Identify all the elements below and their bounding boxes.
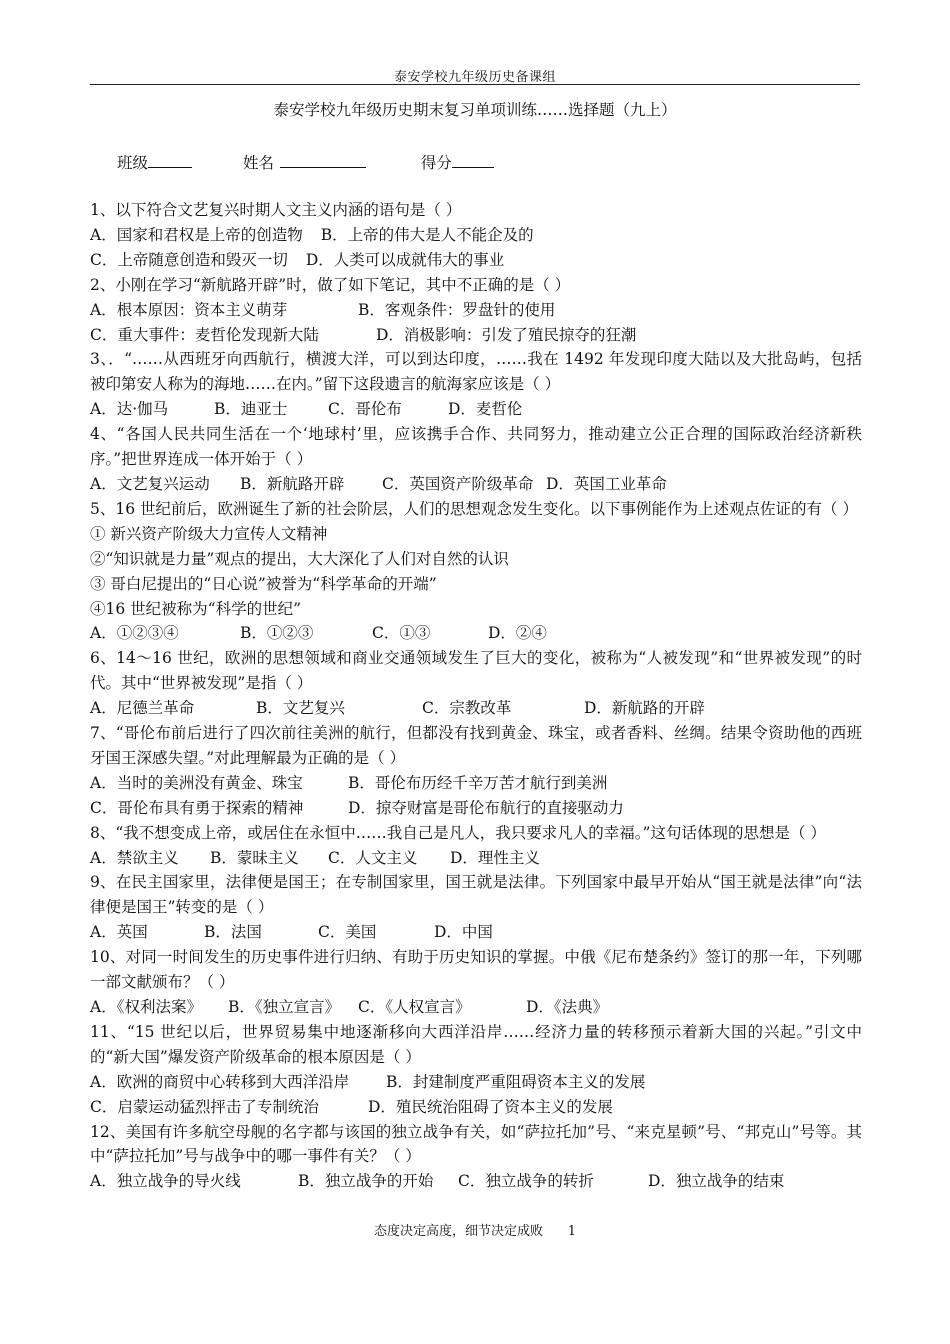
page-number: 1 — [567, 1224, 577, 1239]
option-row — [90, 995, 862, 1020]
page-header: 泰安学校九年级历史备课组 — [393, 70, 556, 85]
question-stem: 6、14～16 世纪，欧洲的思想领域和商业交通领域发生了巨大的变化，被称为“人被发现”和“世界被发现”的时代。其中“世界被发现”是指（ ） — [90, 649, 862, 693]
option-b: B．法国 — [204, 923, 262, 942]
statement-item: ②“知识就是力量”观点的提出，大大深化了人们对自然的认识 — [90, 549, 509, 568]
option-d: D．新航路的开辟 — [584, 699, 705, 718]
option-c: C．哥伦布具有勇于探索的精神 — [90, 798, 304, 817]
option-b: B．蒙昧主义 — [210, 848, 299, 867]
question-stem: 2、小刚在学习“新航路开辟”时，做了如下笔记，其中不正确的是（ ） — [90, 275, 571, 294]
option-b: B．迪亚士 — [214, 400, 288, 419]
question-stem: 4、“各国人民共同生活在一个‘地球村’里，应该携手合作、共同努力，推动建立公正合理的国际政治经济新秩序。”把世界连成一体开始于（ ） — [90, 425, 862, 469]
option-d: D．殖民统治阻碍了资本主义的发展 — [368, 1097, 613, 1116]
option-c: C．英国资产阶级革命 — [382, 474, 534, 493]
option-c: C．宗教改革 — [422, 699, 512, 718]
option-a: A．独立战争的导火线 — [90, 1172, 241, 1191]
option-c: C．重大事件：麦哲伦发现新大陆 — [90, 325, 319, 344]
option-d: D．中国 — [434, 923, 493, 942]
option-row — [90, 298, 862, 323]
option-b: B．《独立宣言》 — [228, 998, 341, 1016]
option-a: A．根本原因：资本主义萌芽 — [90, 300, 288, 319]
option-a: A．英国 — [90, 923, 148, 942]
option-a: A．①②③④ — [90, 624, 179, 643]
option-b: B．文艺复兴 — [256, 699, 345, 718]
question-stem: 10、对同一时间发生的历史事件进行归纳、有助于历史知识的掌握。中俄《尼布楚条约》签订的那一年，下列哪一部文献颁布？（ ） — [90, 948, 862, 992]
option-row — [90, 397, 862, 422]
option-row — [90, 621, 862, 646]
option-a: A．尼德兰革命 — [90, 699, 195, 718]
option-c: C．启蒙运动猛烈抨击了专制统治 — [90, 1097, 319, 1116]
option-a: A．达·伽马 — [90, 400, 169, 419]
question-stem: 12、美国有许多航空母舰的名字都与该国的独立战争有关，如“萨拉托加”号、“来克星顿”号、“邦克山”号等。其中“萨拉托加”号与战争中的哪一事件有关？（ ） — [90, 1122, 862, 1166]
statement-item: ① 新兴资产阶级大力宣传人文精神 — [90, 524, 328, 543]
footer-motto: 态度决定高度，细节决定成败 — [373, 1224, 543, 1239]
option-row — [90, 1095, 862, 1120]
option-a: A．国家和君权是上帝的创造物 — [90, 225, 303, 244]
option-a: A．禁欲主义 — [90, 848, 179, 867]
statement-item: ③ 哥白尼提出的“日心说”被誉为“科学革命的开端” — [90, 574, 437, 593]
option-a: A．文艺复兴运动 — [90, 474, 210, 493]
option-c: C．《人权宣言》 — [358, 998, 471, 1016]
option-row — [90, 223, 862, 248]
option-row — [90, 472, 862, 497]
option-c: C．哥伦布 — [328, 400, 402, 419]
name-label: 姓名 — [242, 154, 274, 172]
option-row — [90, 796, 862, 821]
option-b: B．①②③ — [240, 624, 314, 643]
option-b: B．客观条件：罗盘针的使用 — [358, 300, 556, 319]
option-c: C．上帝随意创造和毁灭一切 — [90, 250, 288, 269]
class-blank[interactable] — [148, 150, 192, 168]
score-label: 得分 — [420, 154, 452, 172]
option-row — [90, 1169, 862, 1194]
question-stem: 3、．“……从西班牙向西航行，横渡大洋，可以到达印度，……我在 1492 年发现印度大陆以及大批岛屿，包括被印第安人称为的海地……在内。”留下这段遗言的航海家应该是（ ） — [90, 350, 862, 394]
option-a: A．欧洲的商贸中心转移到大西洋沿岸 — [90, 1072, 350, 1091]
option-d: D．麦哲伦 — [448, 400, 523, 419]
option-c: C．①③ — [372, 624, 431, 643]
option-d: D．掠夺财富是哥伦布航行的直接驱动力 — [348, 798, 624, 817]
option-d: D．《法典》 — [526, 998, 609, 1016]
option-b: B．封建制度严重阻碍资本主义的发展 — [386, 1072, 646, 1091]
score-blank[interactable] — [452, 150, 494, 168]
name-blank[interactable] — [280, 150, 366, 168]
option-d: D．人类可以成就伟大的事业 — [305, 250, 505, 269]
page-title: 泰安学校九年级历史期末复习单项训练……选择题（九上） — [273, 101, 677, 119]
option-row — [90, 920, 862, 945]
option-b: B．哥伦布历经千辛万苦才航行到美洲 — [348, 773, 608, 792]
option-row — [90, 771, 862, 796]
question-stem: 7、“哥伦布前后进行了四次前往美洲的航行，但都没有找到黄金、珠宝，或者香料、丝绸。结果令资助他的西班牙国王深感失望。”对此理解最为正确的是（ ） — [90, 724, 862, 767]
option-d: D．独立战争的结束 — [648, 1172, 785, 1191]
option-row — [90, 1070, 862, 1095]
question-stem: 5、16 世纪前后，欧洲诞生了新的社会阶层，人们的思想观念发生变化。以下事例能作为上述观点佐证的有（ ） — [90, 499, 858, 518]
option-d: D．理性主义 — [450, 848, 540, 867]
option-b: B．上帝的伟大是人不能企及的 — [320, 225, 534, 244]
option-c: C．美国 — [318, 923, 377, 942]
question-stem: 9、在民主国家里，法律便是国王；在专制国家里，国王就是法律。下列国家中最早开始从“国王就是法律”向“法律便是国王”转变的是（ ） — [90, 873, 862, 917]
header-rule — [90, 84, 860, 85]
question-stem: 8、“我不想变成上帝，或居住在永恒中……我自己是凡人，我只要求凡人的幸福。”这句话体现的思想是（ ） — [90, 823, 826, 842]
option-row — [90, 323, 862, 348]
question-stem: 1、以下符合文艺复兴时期人文主义内涵的语句是（ ） — [90, 201, 462, 219]
option-c: C．人文主义 — [328, 848, 418, 867]
question-stem: 11、“15 世纪以后，世界贸易集中地逐渐移向大西洋沿岸……经济力量的转移预示着新大国的兴起。”引文中的“新大国”爆发资产阶级革命的根本原因是（ ） — [90, 1022, 862, 1066]
option-d: D．英国工业革命 — [546, 474, 667, 493]
option-b: B．新航路开辟 — [240, 474, 345, 493]
option-d: D．消极影响：引发了殖民掠夺的狂潮 — [376, 325, 637, 344]
page-footer — [90, 1220, 860, 1239]
option-c: C．独立战争的转折 — [458, 1172, 594, 1191]
option-b: B．独立战争的开始 — [298, 1172, 434, 1191]
question-list — [90, 198, 862, 1194]
student-info-row — [117, 150, 494, 173]
option-a: A．《权利法案》 — [90, 998, 202, 1016]
option-row — [90, 846, 862, 871]
option-d: D．②④ — [488, 624, 547, 643]
option-row — [90, 696, 862, 721]
option-a: A．当时的美洲没有黄金、珠宝 — [90, 773, 303, 792]
option-row — [90, 248, 862, 273]
statement-item: ④16 世纪被称为“科学的世纪” — [90, 599, 301, 618]
class-label: 班级 — [117, 154, 149, 172]
